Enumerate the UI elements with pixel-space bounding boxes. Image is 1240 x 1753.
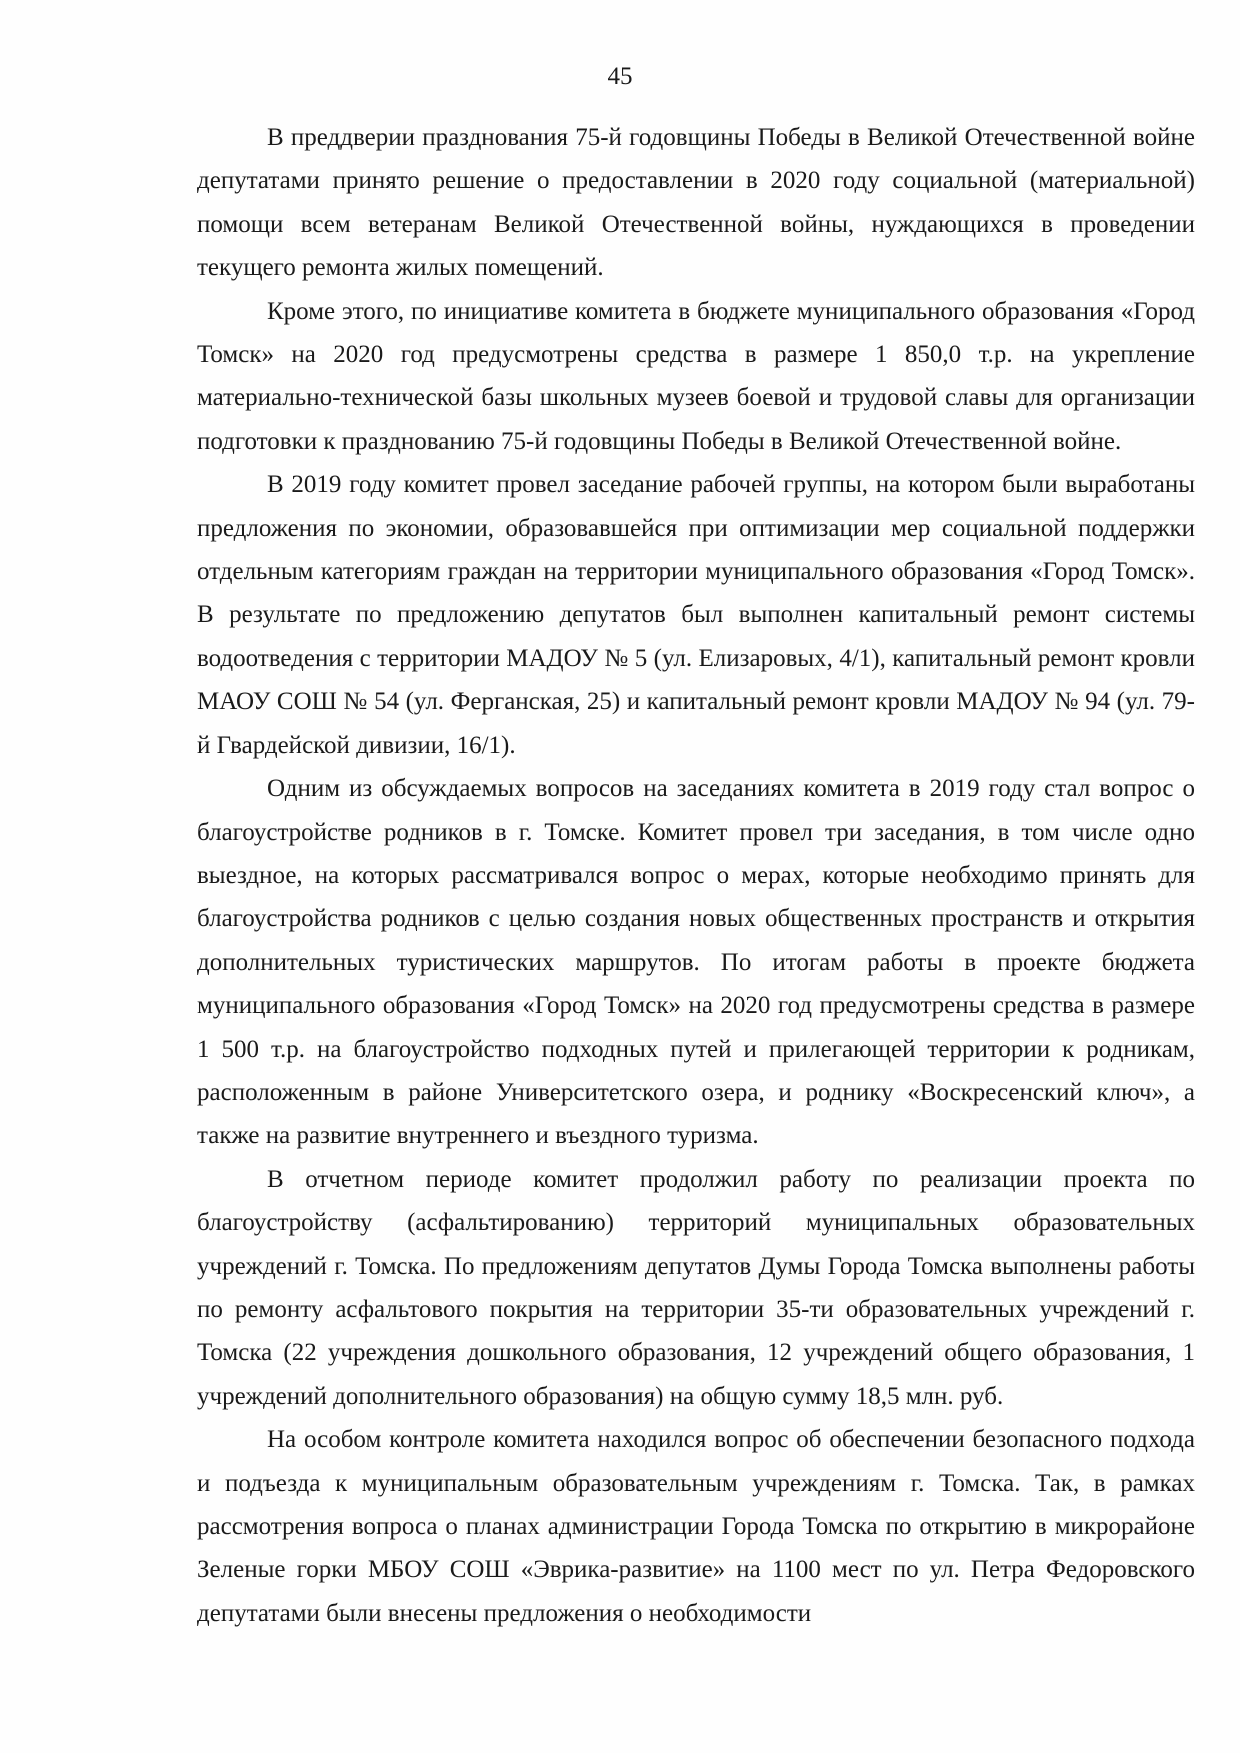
document-body <box>197 116 1195 1635</box>
paragraph-asphalt-paving: В отчетном периоде комитет продолжил работу по реализации проекта по благоустройству (асфальтированию) территорий муниципальных образовательных учреждений г. Томска. По предложениям депутатов Думы Города Томска выполнены работы по ремонту асфальтового покрытия на территории 35-ти образовательных учреждений г. Томска (22 учреждения дошкольного образования, 12 учреждений общего образования, 1 учреждений дополнительного образования) на общую сумму 18,5 млн. руб. <box>197 1165 1195 1410</box>
paragraph-school-museums-funding: Кроме этого, по инициативе комитета в бюджете муниципального образования «Город Томск» на 2020 год предусмотрены средства в размере 1 850,0 т.р. на укрепление материально-технической базы школьных музеев боевой и трудовой славы для организации подготовки к празднованию 75-й годовщины Победы в Великой Отечественной войне. <box>197 297 1195 455</box>
paragraph-safe-school-access: На особом контроле комитета находился вопрос об обеспечении безопасного подхода и подъезда к муниципальным образовательным учреждениям г. Томска. Так, в рамках рассмотрения вопроса о планах администрации Города Томска по открытию в микрорайоне Зеленые горки МБОУ СОШ «Эврика-развитие» на 1100 мест по ул. Петра Федоровского депутатами были внесены предложения о необходимости <box>197 1426 1195 1627</box>
paragraph-working-group-repairs: В 2019 году комитет провел заседание рабочей группы, на котором были выработаны предложения по экономии, образовавшейся при оптимизации мер социальной поддержки отдельным категориям граждан на территории муниципального образования «Город Томск». В результате по предложению депутатов был выполнен капитальный ремонт системы водоотведения с территории МАДОУ № 5 (ул. Елизаровых, 4/1), капитальный ремонт кровли МАОУ СОШ № 54 (ул. Ферганская, 25) и капитальный ремонт кровли МАДОУ № 94 (ул. 79-й Гвардейской дивизии, 16/1). <box>197 471 1195 759</box>
paragraph-victory-anniversary-aid: В преддверии празднования 75-й годовщины Победы в Великой Отечественной войне депутатами принято решение о предоставлении в 2020 году социальной (материальной) помощи всем ветеранам Великой Отечественной войны, нуждающихся в проведении текущего ремонта жилых помещений. <box>197 124 1195 282</box>
paragraph-springs-improvement: Одним из обсуждаемых вопросов на заседаниях комитета в 2019 году стал вопрос о благоустройстве родников в г. Томске. Комитет провел три заседания, в том числе одно выездное, на которых рассматривался вопрос о мерах, которые необходимо принять для благоустройства родников с целью создания новых общественных пространств и открытия дополнительных туристических маршрутов. По итогам работы в проекте бюджета муниципального образования «Город Томск» на 2020 год предусмотрены средства в размере 1 500 т.р. на благоустройство подходных путей и прилегающей территории к родникам, расположенным в районе Университетского озера, и роднику «Воскресенский ключ», а также на развитие внутреннего и въездного туризма. <box>197 775 1195 1150</box>
page-number: 45 <box>607 63 633 90</box>
